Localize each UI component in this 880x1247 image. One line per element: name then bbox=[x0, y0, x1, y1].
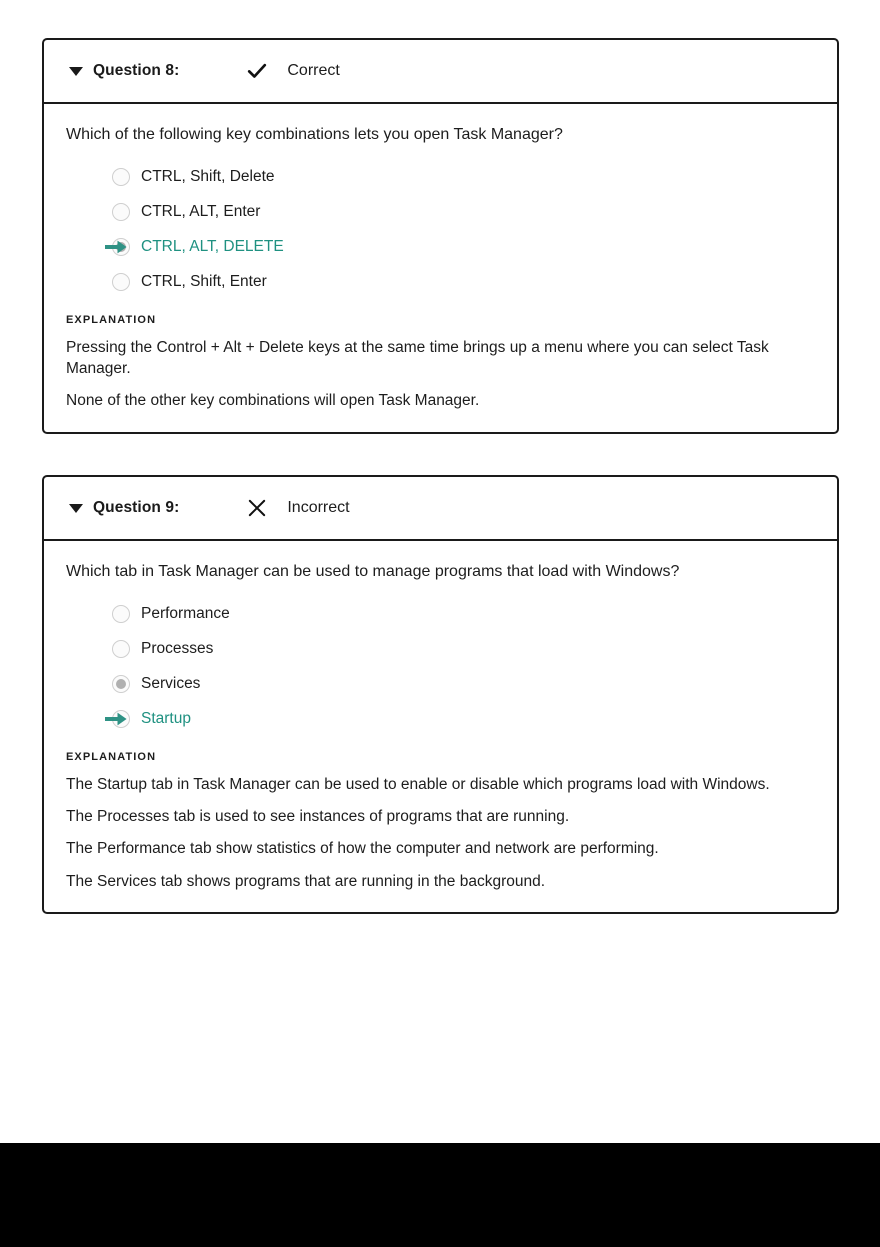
question-text: Which tab in Task Manager can be used to manage programs that load with Windows? bbox=[66, 563, 680, 580]
question-text: Which of the following key combinations lets you open Task Manager? bbox=[66, 126, 563, 143]
question-card bbox=[42, 38, 839, 434]
explanation-paragraph: None of the other key combinations will open Task Manager. bbox=[66, 392, 480, 410]
explanation-paragraph: The Processes tab is used to see instances of programs that are running. bbox=[66, 807, 570, 825]
result-status bbox=[246, 60, 339, 82]
cross-icon bbox=[246, 497, 268, 519]
option-row[interactable] bbox=[66, 265, 815, 300]
caret-down-icon[interactable] bbox=[69, 504, 83, 513]
correct-answer-arrow-icon bbox=[105, 712, 127, 726]
correct-answer-arrow-icon bbox=[105, 240, 127, 254]
option-row[interactable] bbox=[66, 632, 815, 667]
option-label: Performance bbox=[141, 605, 230, 623]
radio-button[interactable] bbox=[112, 168, 130, 186]
question-header[interactable] bbox=[44, 40, 837, 104]
answer-options bbox=[66, 597, 815, 737]
option-label: Services bbox=[141, 675, 201, 693]
option-label: CTRL, Shift, Delete bbox=[141, 168, 275, 186]
caret-down-icon[interactable] bbox=[69, 67, 83, 76]
explanation-paragraph: Pressing the Control + Alt + Delete keys at the same time brings up a menu where you can select Task Manager. bbox=[66, 338, 769, 377]
answer-options bbox=[66, 160, 815, 300]
radio-button[interactable] bbox=[112, 675, 130, 693]
question-number-label: Question 8: bbox=[93, 62, 180, 79]
question-body bbox=[44, 104, 837, 432]
explanation-paragraph: The Performance tab show statistics of how the computer and network are performing. bbox=[66, 840, 659, 858]
question-card bbox=[42, 475, 839, 914]
option-row[interactable] bbox=[66, 597, 815, 632]
question-body bbox=[44, 541, 837, 912]
option-row[interactable] bbox=[66, 702, 815, 737]
explanation-paragraph: The Services tab shows programs that are running in the background. bbox=[66, 872, 546, 890]
option-label: CTRL, Shift, Enter bbox=[141, 273, 267, 291]
option-row[interactable] bbox=[66, 667, 815, 702]
result-label: Incorrect bbox=[287, 499, 350, 516]
explanation-heading: EXPLANATION bbox=[66, 313, 157, 326]
check-icon bbox=[246, 60, 268, 82]
option-label: Processes bbox=[141, 640, 214, 658]
option-row[interactable] bbox=[66, 230, 815, 265]
result-status bbox=[246, 497, 349, 519]
bottom-black-bar bbox=[0, 1143, 880, 1247]
radio-button[interactable] bbox=[112, 605, 130, 623]
option-label: CTRL, ALT, Enter bbox=[141, 203, 261, 221]
radio-button[interactable] bbox=[112, 640, 130, 658]
option-row[interactable] bbox=[66, 160, 815, 195]
explanation-paragraph: The Startup tab in Task Manager can be used to enable or disable which programs load with Windows. bbox=[66, 775, 770, 793]
radio-button[interactable] bbox=[112, 273, 130, 291]
question-number-label: Question 9: bbox=[93, 499, 180, 516]
option-row[interactable] bbox=[66, 195, 815, 230]
option-label: CTRL, ALT, DELETE bbox=[141, 238, 284, 256]
question-header[interactable] bbox=[44, 477, 837, 541]
option-label: Startup bbox=[141, 710, 191, 728]
result-label: Correct bbox=[287, 62, 340, 79]
explanation-heading: EXPLANATION bbox=[66, 750, 157, 763]
radio-button[interactable] bbox=[112, 203, 130, 221]
